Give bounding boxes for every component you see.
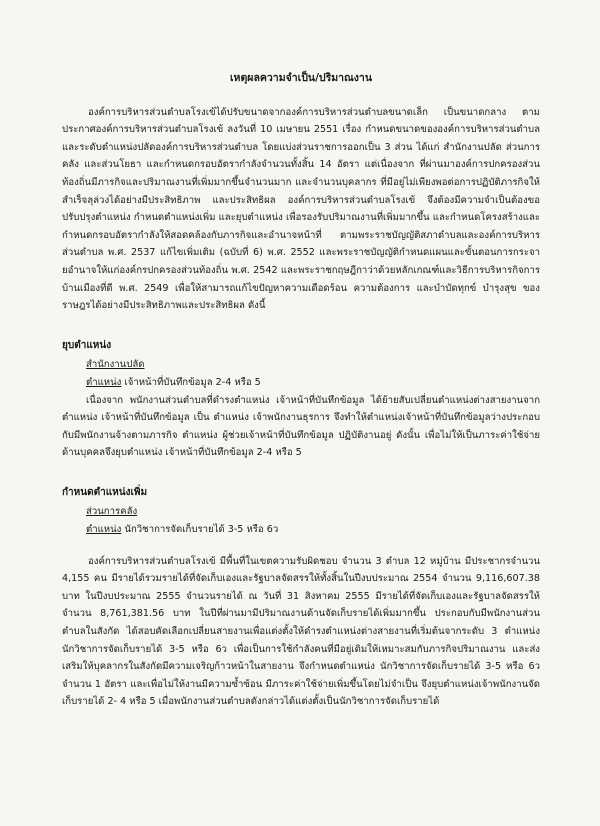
- unit-label: ส่วนการคลัง: [86, 506, 138, 518]
- section-abolish-position: [86, 374, 540, 392]
- section-add-position: [86, 521, 540, 539]
- section-add-heading: กำหนดตำแหน่งเพิ่ม: [62, 486, 148, 498]
- section-add-unit: [86, 503, 540, 521]
- intro-paragraph: องค์การบริหารส่วนตำบลโรงเข้ได้ปรับขนาดจากองค์การบริหารส่วนตำบลขนาดเล็ก เป็นขนาดกลาง ตามประกาศองค์การบริหารส่วนตำบลโรงเข้ ลงวันที่ 10 เมษายน 2551 เรื่อง กำหนดขนาดขององค์การบริหารส่วนตำบลและระดับตำแหน่งปลัดองค์การบริหารส่วนตำบล โดยแบ่งส่วนราชการออกเป็น 3 ส่วน ได้แก่ สำนักงานปลัด ส่วนการคลัง และส่วนโยธา และกำหนดกรอบอัตรากำลังจำนวนทั้งสิ้น 14 อัตรา แต่เนื่องจาก ที่ผ่านมาองค์การปกครองส่วนท้องถิ่นมีภารกิจและปริมาณงานที่เพิ่มมากขึ้นจำนวนมาก และจำนวนบุคลากร ที่มีอยู่ไม่เพียงพอต่อการปฏิบัติภารกิจให้สำเร็จลุล่วงได้อย่างมีประสิทธิภาพ และประสิทธิผล องค์การบริหารส่วนตำบลโรงเข้ จึงต้องมีความจำเป็นต้องขอปรับปรุงตำแหน่ง กำหนดตำแหน่งเพิ่ม และยุบตำแหน่ง เพื่อรองรับปริมาณงานที่เพิ่มมากขึ้น และกำหนดโครงสร้างและกำหนดกรอบอัตรากำลังให้สอดคล้องกับภารกิจและอำนาจหน้าที่ ตามพระราชบัญญัติสภาตำบลและองค์การบริหารส่วนตำบล พ.ศ. 2537 แก้ไขเพิ่มเติม (ฉบับที่ 6) พ.ศ. 2552 และพระราชบัญญัติกำหนดแผนและขั้นตอนการกระจายอำนาจให้แก่องค์กรปกครองส่วนท้องถิ่น พ.ศ. 2542 และพระราชกฤษฎีกาว่าด้วยหลักเกณฑ์และวิธีการบริหารกิจการบ้านเมืองที่ดี พ.ศ. 2549 เพื่อให้สามารถแก้ไขปัญหาความเดือดร้อน ความต้องการ และบำบัดทุกข์ บำรุงสุข ของราษฎรได้อย่างมีประสิทธิภาพและประสิทธิผล ดังนี้: [62, 106, 540, 312]
- section-add-body: องค์การบริหารส่วนตำบลโรงเข้ มีพื้นที่ในเขตความรับผิดชอบ จำนวน 3 ตำบล 12 หมู่บ้าน มีประชากรจำนวน 4,155 คน มีรายได้รวมรายได้ที่จัดเก็บเองและรัฐบาลจัดสรรให้ทั้งสิ้นในปีงบประมาณ 2554 จำนวน 9,116,607.38 บาท ในปีงบประมาณ 2555 จำนวนรายได้ ณ วันที่ 31 สิงหาคม 2555 มีรายได้ที่จัดเก็บเองและรัฐบาลจัดสรรให้ จำนวน 8,761,381.56 บาท ในปีที่ผ่านมามีปริมาณงานด้านจัดเก็บรายได้เพิ่มมากขึ้น ประกอบกับมีพนักงานส่วนตำบลในสังกัด ได้สอบคัดเลือกเปลี่ยนสายงานเพื่อแต่งตั้งให้ดำรงตำแหน่งต่างสายงานที่เริ่มต้นจากระดับ 3 ตำแหน่ง นักวิชาการจัดเก็บรายได้ 3-5 หรือ 6ว เพื่อเป็นการใช้กำลังคนที่มีอยู่เดิมให้เหมาะสมกับภารกิจปริมาณงาน และส่งเสริมให้บุคลากรในสังกัดมีความเจริญก้าวหน้าในสายงาน จึงกำหนดตำแหน่ง นักวิชาการจัดเก็บรายได้ 3-5 หรือ 6ว จำนวน 1 อัตรา และเพื่อไม่ให้งานมีความซ้ำซ้อน มีภาระค่าใช้จ่ายเพิ่มขึ้นโดยไม่จำเป็น จึงยุบตำแหน่งเจ้าพนักงานจัดเก็บรายได้ 2- 4 หรือ 5 เมื่อพนักงานส่วนตำบลดังกล่าวได้แต่งตั้งเป็นนักวิชาการจัดเก็บรายได้: [62, 555, 540, 708]
- position-label: ตำแหน่ง: [86, 376, 122, 388]
- position-value: นักวิชาการจัดเก็บรายได้ 3-5 หรือ 6ว: [121, 524, 279, 536]
- position-label: ตำแหน่ง: [86, 524, 122, 536]
- position-value: เจ้าหน้าที่บันทึกข้อมูล 2-4 หรือ 5: [121, 376, 261, 388]
- section-abolish-unit: [86, 356, 540, 374]
- document-title: เหตุผลความจำเป็น/ปริมาณงาน: [229, 72, 373, 84]
- unit-label: สำนักงานปลัด: [86, 359, 145, 371]
- section-abolish-heading: ยุบตำแหน่ง: [62, 339, 112, 351]
- section-abolish-body: เนื่องจาก พนักงานส่วนตำบลที่ดำรงตำแหน่ง เจ้าหน้าที่บันทึกข้อมูล ได้ย้ายสับเปลี่ยนตำแหน่งต่างสายงานจากตำแหน่ง เจ้าหน้าที่บันทึกข้อมูล เป็น ตำแหน่ง เจ้าพนักงานธุรการ จึงทำให้ตำแหน่งเจ้าหน้าที่บันทึกข้อมูลว่างประกอบกับมีพนักงานจ้างตามภารกิจ ตำแหน่ง ผู้ช่วยเจ้าหน้าที่บันทึกข้อมูล ปฏิบัติงานอยู่ ดังนั้น เพื่อไม่ให้เป็นภาระค่าใช้จ่ายด้านบุคคลจึงยุบตำแหน่ง เจ้าหน้าที่บันทึกข้อมูล 2-4 หรือ 5: [62, 394, 540, 459]
